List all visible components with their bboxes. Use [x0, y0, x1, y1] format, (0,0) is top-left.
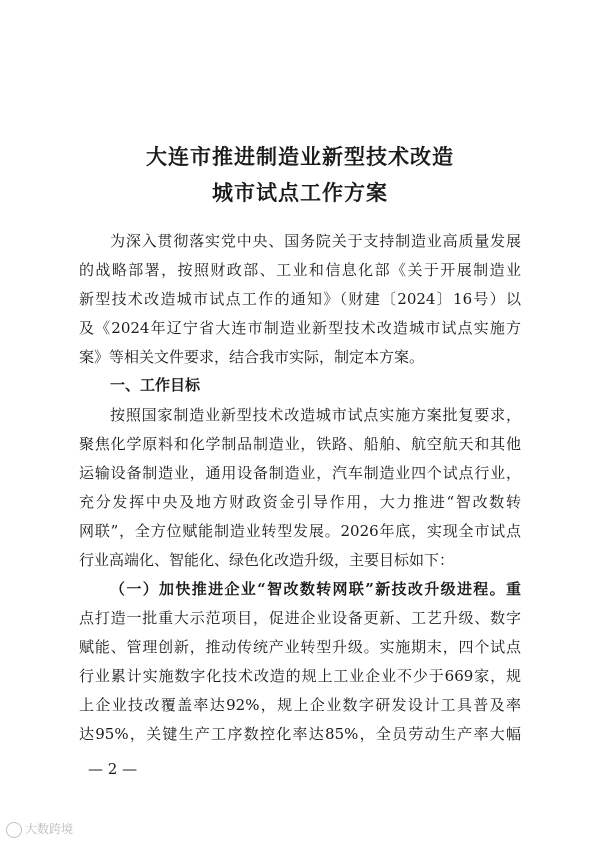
paragraph-line: 为深入贯彻落实党中央、国务院关于支持制造业高质量发展 — [110, 232, 521, 250]
paragraph-line: 点打造一批重大示范项目，促进企业设备更新、工艺升级、数字 — [79, 609, 521, 627]
paragraph-line: 达95%，关键生产工序数控化率达85%，全员劳动生产率大幅 — [79, 725, 521, 743]
document-title-line-2: 城市试点工作方案 — [212, 181, 388, 205]
paragraph-line: 网联”，全方位赋能制造业转型发展。2026年底，实现全市试点 — [79, 522, 521, 540]
subsection-heading-line: （一）加快推进企业“智改数转网联”新技改升级进程。重 — [110, 580, 521, 598]
section-heading: 一、工作目标 — [110, 376, 201, 394]
paragraph-line: 聚焦化学原料和化学制品制造业，铁路、船舶、航空航天和其他 — [79, 435, 521, 453]
paragraph-line: 案》等相关文件要求，结合我市实际，制定本方案。 — [79, 348, 425, 366]
watermark — [6, 820, 73, 838]
paragraph-line: 上企业技改覆盖率达92%，规上企业数字研发设计工具普及率 — [79, 696, 521, 714]
page-number: — 2 — — [88, 760, 138, 778]
paragraph-line: 行业高端化、智能化、绿色化改造升级，主要目标如下： — [79, 551, 455, 569]
paragraph-line: 及《2024年辽宁省大连市制造业新型技术改造城市试点实施方 — [79, 319, 521, 337]
document-title-line-1: 大连市推进制造业新型技术改造 — [146, 145, 454, 169]
watermark-logo-icon — [6, 822, 22, 838]
paragraph-line: 充分发挥中央及地方财政资金引导作用，大力推进“智改数转 — [79, 493, 521, 511]
paragraph-line: 按照国家制造业新型技术改造城市试点实施方案批复要求， — [110, 406, 521, 424]
watermark-text: 大数跨境 — [25, 822, 74, 836]
paragraph-line: 运输设备制造业，通用设备制造业，汽车制造业四个试点行业， — [79, 464, 521, 482]
paragraph-line: 的战略部署，按照财政部、工业和信息化部《关于开展制造业 — [79, 261, 521, 279]
paragraph-line: 行业累计实施数字化技术改造的规上工业企业不少于669家，规 — [79, 667, 521, 685]
paragraph-line: 赋能、管理创新，推动传统产业转型升级。实施期末，四个试点 — [79, 638, 521, 656]
paragraph-line: 新型技术改造城市试点工作的通知》（财建〔2024〕16号）以 — [79, 290, 521, 308]
